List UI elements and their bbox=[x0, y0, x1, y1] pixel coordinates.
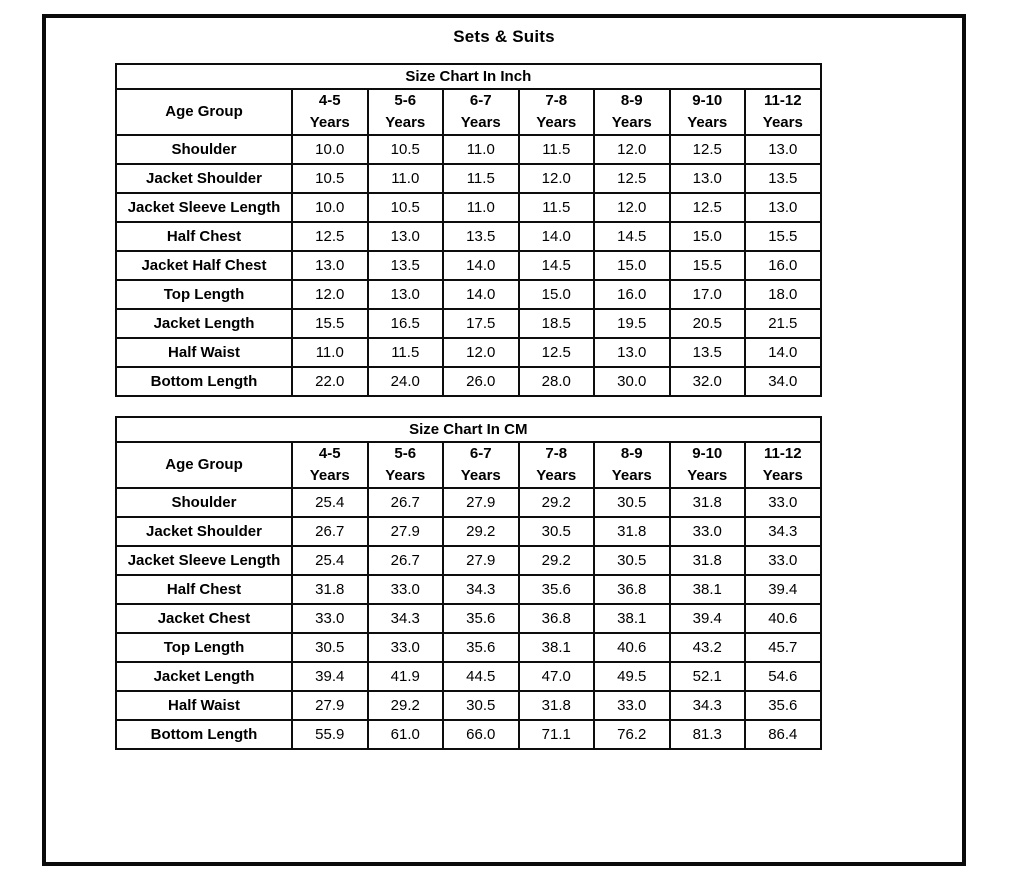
value-cell: 13.0 bbox=[745, 193, 821, 222]
value-cell: 20.5 bbox=[670, 309, 746, 338]
value-cell: 21.5 bbox=[745, 309, 821, 338]
column-header-range: 4-5 bbox=[318, 445, 341, 463]
value-cell: 11.0 bbox=[292, 338, 368, 367]
value-cell: 17.5 bbox=[443, 309, 519, 338]
value-cell: 33.0 bbox=[368, 575, 444, 604]
value-cell: 44.5 bbox=[443, 662, 519, 691]
value-cell: 30.5 bbox=[594, 488, 670, 517]
value-cell: 18.5 bbox=[519, 309, 595, 338]
value-cell: 36.8 bbox=[594, 575, 670, 604]
value-cell: 35.6 bbox=[443, 633, 519, 662]
value-cell: 11.5 bbox=[519, 193, 595, 222]
table-row bbox=[116, 280, 821, 309]
table-title-row bbox=[116, 417, 821, 442]
column-header-unit: Years bbox=[611, 467, 652, 484]
value-cell: 31.8 bbox=[594, 517, 670, 546]
value-cell: 10.0 bbox=[292, 135, 368, 164]
row-label: Bottom Length bbox=[116, 367, 292, 396]
column-header bbox=[368, 89, 444, 135]
value-cell: 12.5 bbox=[670, 135, 746, 164]
column-header-unit: Years bbox=[460, 467, 501, 484]
row-label: Jacket Length bbox=[116, 662, 292, 691]
value-cell: 12.5 bbox=[519, 338, 595, 367]
row-label: Top Length bbox=[116, 633, 292, 662]
value-cell: 34.3 bbox=[443, 575, 519, 604]
value-cell: 17.0 bbox=[670, 280, 746, 309]
table-row bbox=[116, 367, 821, 396]
row-label: Jacket Sleeve Length bbox=[116, 546, 292, 575]
value-cell: 25.4 bbox=[292, 546, 368, 575]
row-label: Half Chest bbox=[116, 575, 292, 604]
value-cell: 34.3 bbox=[745, 517, 821, 546]
value-cell: 12.0 bbox=[594, 135, 670, 164]
column-header-range: 6-7 bbox=[469, 92, 492, 110]
value-cell: 13.0 bbox=[594, 338, 670, 367]
column-header-row bbox=[116, 442, 821, 488]
column-header bbox=[670, 89, 746, 135]
value-cell: 55.9 bbox=[292, 720, 368, 749]
column-header-unit: Years bbox=[460, 114, 501, 131]
value-cell: 29.2 bbox=[519, 488, 595, 517]
value-cell: 27.9 bbox=[368, 517, 444, 546]
table-row bbox=[116, 720, 821, 749]
column-header-range: 7-8 bbox=[545, 445, 568, 463]
value-cell: 38.1 bbox=[519, 633, 595, 662]
value-cell: 33.0 bbox=[368, 633, 444, 662]
value-cell: 30.5 bbox=[443, 691, 519, 720]
value-cell: 54.6 bbox=[745, 662, 821, 691]
table-row bbox=[116, 633, 821, 662]
value-cell: 15.0 bbox=[594, 251, 670, 280]
value-cell: 12.0 bbox=[443, 338, 519, 367]
value-cell: 14.0 bbox=[745, 338, 821, 367]
value-cell: 26.7 bbox=[368, 546, 444, 575]
value-cell: 30.5 bbox=[519, 517, 595, 546]
value-cell: 18.0 bbox=[745, 280, 821, 309]
column-header-range: 5-6 bbox=[394, 445, 417, 463]
value-cell: 10.0 bbox=[292, 193, 368, 222]
column-header-unit: Years bbox=[762, 114, 803, 131]
value-cell: 16.0 bbox=[745, 251, 821, 280]
row-label: Bottom Length bbox=[116, 720, 292, 749]
value-cell: 47.0 bbox=[519, 662, 595, 691]
value-cell: 11.5 bbox=[443, 164, 519, 193]
table-row bbox=[116, 193, 821, 222]
value-cell: 33.0 bbox=[745, 546, 821, 575]
age-group-header: Age Group bbox=[116, 89, 292, 135]
value-cell: 16.0 bbox=[594, 280, 670, 309]
table-row bbox=[116, 517, 821, 546]
value-cell: 29.2 bbox=[519, 546, 595, 575]
value-cell: 35.6 bbox=[443, 604, 519, 633]
column-header bbox=[745, 442, 821, 488]
page-title: Sets & Suits bbox=[453, 27, 555, 46]
value-cell: 38.1 bbox=[594, 604, 670, 633]
value-cell: 41.9 bbox=[368, 662, 444, 691]
value-cell: 26.0 bbox=[443, 367, 519, 396]
age-group-header: Age Group bbox=[116, 442, 292, 488]
value-cell: 40.6 bbox=[594, 633, 670, 662]
value-cell: 16.5 bbox=[368, 309, 444, 338]
value-cell: 52.1 bbox=[670, 662, 746, 691]
value-cell: 31.8 bbox=[519, 691, 595, 720]
table-row bbox=[116, 338, 821, 367]
row-label: Jacket Shoulder bbox=[116, 164, 292, 193]
row-label: Jacket Chest bbox=[116, 604, 292, 633]
table-title: Size Chart In CM bbox=[116, 417, 821, 442]
table-row bbox=[116, 691, 821, 720]
column-header bbox=[670, 442, 746, 488]
column-header-range: 5-6 bbox=[394, 92, 417, 110]
column-header bbox=[443, 442, 519, 488]
value-cell: 29.2 bbox=[443, 517, 519, 546]
value-cell: 11.5 bbox=[368, 338, 444, 367]
column-header-range: 11-12 bbox=[764, 92, 802, 110]
value-cell: 14.0 bbox=[443, 251, 519, 280]
column-header-range: 8-9 bbox=[620, 445, 643, 463]
table-title: Size Chart In Inch bbox=[116, 64, 821, 89]
value-cell: 66.0 bbox=[443, 720, 519, 749]
row-label: Half Waist bbox=[116, 691, 292, 720]
table-row bbox=[116, 662, 821, 691]
value-cell: 12.0 bbox=[594, 193, 670, 222]
value-cell: 30.0 bbox=[594, 367, 670, 396]
table-row bbox=[116, 604, 821, 633]
value-cell: 30.5 bbox=[594, 546, 670, 575]
value-cell: 34.0 bbox=[745, 367, 821, 396]
row-label: Shoulder bbox=[116, 135, 292, 164]
size-chart-table-cm bbox=[115, 416, 822, 750]
value-cell: 12.0 bbox=[519, 164, 595, 193]
value-cell: 32.0 bbox=[670, 367, 746, 396]
value-cell: 27.9 bbox=[443, 488, 519, 517]
value-cell: 15.5 bbox=[745, 222, 821, 251]
value-cell: 14.5 bbox=[519, 251, 595, 280]
column-header bbox=[292, 89, 368, 135]
value-cell: 71.1 bbox=[519, 720, 595, 749]
row-label: Half Waist bbox=[116, 338, 292, 367]
value-cell: 13.0 bbox=[368, 280, 444, 309]
value-cell: 11.5 bbox=[519, 135, 595, 164]
value-cell: 33.0 bbox=[670, 517, 746, 546]
value-cell: 39.4 bbox=[292, 662, 368, 691]
value-cell: 34.3 bbox=[368, 604, 444, 633]
value-cell: 29.2 bbox=[368, 691, 444, 720]
column-header bbox=[368, 442, 444, 488]
value-cell: 13.0 bbox=[292, 251, 368, 280]
value-cell: 15.5 bbox=[670, 251, 746, 280]
column-header bbox=[519, 442, 595, 488]
row-label: Jacket Shoulder bbox=[116, 517, 292, 546]
value-cell: 24.0 bbox=[368, 367, 444, 396]
column-header-range: 7-8 bbox=[545, 92, 568, 110]
column-header-range: 8-9 bbox=[620, 92, 643, 110]
value-cell: 86.4 bbox=[745, 720, 821, 749]
value-cell: 13.0 bbox=[670, 164, 746, 193]
value-cell: 31.8 bbox=[292, 575, 368, 604]
value-cell: 14.0 bbox=[443, 280, 519, 309]
value-cell: 38.1 bbox=[670, 575, 746, 604]
value-cell: 13.0 bbox=[368, 222, 444, 251]
column-header-unit: Years bbox=[309, 467, 350, 484]
value-cell: 39.4 bbox=[670, 604, 746, 633]
column-header-unit: Years bbox=[385, 114, 426, 131]
value-cell: 49.5 bbox=[594, 662, 670, 691]
value-cell: 15.0 bbox=[519, 280, 595, 309]
value-cell: 22.0 bbox=[292, 367, 368, 396]
tables-container bbox=[115, 63, 962, 750]
row-label: Jacket Half Chest bbox=[116, 251, 292, 280]
value-cell: 27.9 bbox=[292, 691, 368, 720]
column-header-unit: Years bbox=[385, 467, 426, 484]
value-cell: 40.6 bbox=[745, 604, 821, 633]
column-header-range: 4-5 bbox=[318, 92, 341, 110]
column-header bbox=[292, 442, 368, 488]
table-row bbox=[116, 546, 821, 575]
table-row bbox=[116, 575, 821, 604]
value-cell: 15.0 bbox=[670, 222, 746, 251]
value-cell: 36.8 bbox=[519, 604, 595, 633]
value-cell: 26.7 bbox=[368, 488, 444, 517]
value-cell: 33.0 bbox=[745, 488, 821, 517]
document-frame bbox=[42, 14, 966, 866]
value-cell: 11.0 bbox=[368, 164, 444, 193]
value-cell: 76.2 bbox=[594, 720, 670, 749]
value-cell: 33.0 bbox=[594, 691, 670, 720]
value-cell: 10.5 bbox=[368, 193, 444, 222]
value-cell: 13.5 bbox=[745, 164, 821, 193]
value-cell: 10.5 bbox=[368, 135, 444, 164]
value-cell: 11.0 bbox=[443, 193, 519, 222]
column-header bbox=[594, 89, 670, 135]
size-chart-table-inch bbox=[115, 63, 822, 397]
row-label: Jacket Length bbox=[116, 309, 292, 338]
value-cell: 25.4 bbox=[292, 488, 368, 517]
value-cell: 14.0 bbox=[519, 222, 595, 251]
value-cell: 10.5 bbox=[292, 164, 368, 193]
value-cell: 12.5 bbox=[670, 193, 746, 222]
row-label: Top Length bbox=[116, 280, 292, 309]
value-cell: 34.3 bbox=[670, 691, 746, 720]
column-header-unit: Years bbox=[309, 114, 350, 131]
table-row bbox=[116, 222, 821, 251]
column-header bbox=[443, 89, 519, 135]
value-cell: 30.5 bbox=[292, 633, 368, 662]
value-cell: 35.6 bbox=[519, 575, 595, 604]
value-cell: 19.5 bbox=[594, 309, 670, 338]
column-header bbox=[519, 89, 595, 135]
column-header-row bbox=[116, 89, 821, 135]
column-header-unit: Years bbox=[536, 467, 577, 484]
table-row bbox=[116, 164, 821, 193]
value-cell: 31.8 bbox=[670, 546, 746, 575]
value-cell: 26.7 bbox=[292, 517, 368, 546]
value-cell: 11.0 bbox=[443, 135, 519, 164]
row-label: Half Chest bbox=[116, 222, 292, 251]
column-header-unit: Years bbox=[762, 467, 803, 484]
value-cell: 15.5 bbox=[292, 309, 368, 338]
value-cell: 81.3 bbox=[670, 720, 746, 749]
table-row bbox=[116, 488, 821, 517]
value-cell: 28.0 bbox=[519, 367, 595, 396]
table-row bbox=[116, 135, 821, 164]
value-cell: 45.7 bbox=[745, 633, 821, 662]
value-cell: 12.0 bbox=[292, 280, 368, 309]
column-header bbox=[745, 89, 821, 135]
value-cell: 13.0 bbox=[745, 135, 821, 164]
value-cell: 43.2 bbox=[670, 633, 746, 662]
column-header-unit: Years bbox=[536, 114, 577, 131]
column-header-range: 9-10 bbox=[692, 92, 723, 110]
value-cell: 61.0 bbox=[368, 720, 444, 749]
value-cell: 14.5 bbox=[594, 222, 670, 251]
value-cell: 12.5 bbox=[292, 222, 368, 251]
table-row bbox=[116, 251, 821, 280]
value-cell: 13.5 bbox=[368, 251, 444, 280]
value-cell: 12.5 bbox=[594, 164, 670, 193]
table-title-row bbox=[116, 64, 821, 89]
value-cell: 13.5 bbox=[443, 222, 519, 251]
column-header bbox=[594, 442, 670, 488]
value-cell: 33.0 bbox=[292, 604, 368, 633]
table-row bbox=[116, 309, 821, 338]
row-label: Shoulder bbox=[116, 488, 292, 517]
value-cell: 35.6 bbox=[745, 691, 821, 720]
row-label: Jacket Sleeve Length bbox=[116, 193, 292, 222]
value-cell: 13.5 bbox=[670, 338, 746, 367]
value-cell: 39.4 bbox=[745, 575, 821, 604]
value-cell: 27.9 bbox=[443, 546, 519, 575]
column-header-range: 6-7 bbox=[469, 445, 492, 463]
column-header-unit: Years bbox=[687, 467, 728, 484]
column-header-unit: Years bbox=[687, 114, 728, 131]
column-header-range: 9-10 bbox=[692, 445, 723, 463]
value-cell: 31.8 bbox=[670, 488, 746, 517]
column-header-range: 11-12 bbox=[764, 445, 802, 463]
column-header-unit: Years bbox=[611, 114, 652, 131]
